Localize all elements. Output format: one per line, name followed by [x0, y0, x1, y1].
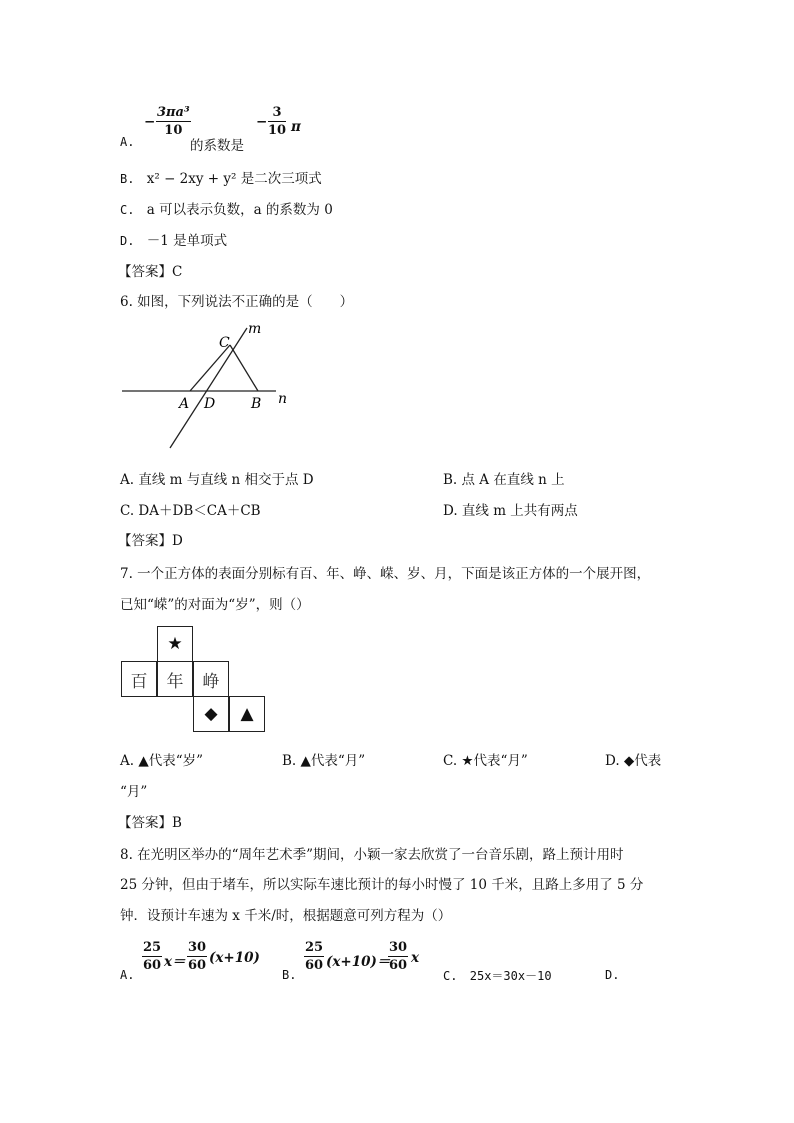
option-label: A.: [120, 968, 135, 982]
segment-cb: [230, 345, 258, 391]
q8-stem-line2: 25 分钟，但由于堵车，所以实际车速比预计的每小时慢了 10 千米，且路上多用了 5 分: [120, 877, 644, 893]
star-icon: ★: [167, 634, 183, 654]
net-cell-star: [157, 626, 193, 662]
minus-sign: −: [144, 114, 156, 130]
net-cell-diamond: [193, 696, 229, 732]
q6-option-a: A. 直线 m 与直线 n 相交于点 D: [120, 472, 314, 488]
q8-option-c: [443, 967, 552, 984]
q5-answer: 【答案】C: [118, 264, 183, 280]
q6-option-c: C. DA＋DB＜CA＋CB: [120, 503, 261, 519]
equation-part-1: x＝: [164, 954, 186, 970]
label-m: m: [248, 321, 262, 337]
q7-option-d-continued: “月”: [120, 784, 148, 800]
q6-stem: 6. 如图，下列说法不正确的是（ ）: [120, 294, 354, 310]
equation-part-2: (x+10): [209, 950, 260, 966]
label-a: A: [179, 396, 190, 412]
net-text-zheng: 峥: [202, 671, 220, 692]
q7-stem-line1: 7. 一个正方体的表面分别标有百、年、峥、嵘、岁、月，下面是该正方体的一个展开图，: [120, 566, 651, 582]
q7-stem-line2: 已知“嵘”的对面为“岁”，则（）: [120, 597, 310, 613]
option-label: D.: [605, 968, 620, 982]
option-label: C.: [120, 203, 135, 217]
net-cell-bai: [121, 661, 157, 697]
option-label: B.: [282, 968, 297, 982]
fraction-25-over-60: $\frac{25}{60}$: [143, 940, 162, 973]
fraction-30-over-60: $\frac{30}{60}$: [188, 940, 207, 973]
q8-stem-line1: 8. 在光明区举办的“周年艺术季”期间，小颖一家去欣赏了一台音乐剧，路上预计用时: [120, 847, 624, 863]
net-text-bai: 百: [130, 671, 148, 692]
option-label: D.: [120, 234, 135, 248]
q6-geometry-figure: [118, 318, 298, 452]
q6-option-d: D. 直线 m 上共有两点: [443, 503, 578, 519]
diamond-icon: ◆: [204, 704, 218, 724]
label-c: C: [219, 335, 230, 351]
segment-ca: [190, 345, 230, 391]
label-b: B: [251, 396, 262, 412]
q7-option-a: A. ▲代表“岁”: [120, 753, 204, 769]
net-text-nian: 年: [166, 671, 184, 692]
net-cell-nian: [157, 661, 193, 697]
q6-option-b: B. 点 A 在直线 n 上: [443, 472, 565, 488]
label-n: n: [278, 391, 288, 407]
cube-net: [121, 626, 267, 734]
option-text: x² − 2xy + y² 是二次三项式: [146, 171, 322, 187]
pi-symbol: π: [291, 119, 301, 135]
q8-option-a: [120, 938, 280, 986]
q8-stem-line3: 钟．设预计车速为 x 千米/时，根据题意可列方程为（）: [120, 908, 452, 924]
option-label: A.: [120, 135, 135, 149]
q7-answer: 【答案】B: [118, 815, 182, 831]
option-label: B.: [120, 172, 135, 186]
coefficient-text: 的系数是: [190, 138, 244, 154]
option-text: －1 是单项式: [146, 233, 228, 249]
fraction-25-over-60: $\frac{25}{60}$: [305, 940, 324, 973]
equation-part-2: x: [411, 950, 420, 966]
line-m: [170, 328, 247, 448]
equation-part-1: (x+10)＝: [326, 954, 391, 970]
q6-answer: 【答案】D: [118, 533, 183, 549]
q7-option-d: D. ◆代表: [605, 753, 662, 769]
triangle-icon: ▲: [240, 704, 254, 724]
q5-option-c: [120, 198, 333, 218]
q7-option-b: B. ▲代表“月”: [282, 753, 366, 769]
label-d: D: [204, 396, 216, 412]
q5-option-d: [120, 229, 227, 249]
minus-sign-2: −: [256, 114, 268, 130]
option-text: 25x＝30x－10: [469, 969, 552, 983]
q7-option-c: C. ★代表“月”: [443, 753, 528, 769]
option-text: a 可以表示负数，a 的系数为 0: [146, 202, 333, 218]
net-cell-zheng: [193, 661, 229, 697]
net-cell-triangle: [229, 696, 265, 732]
q8-option-d: [605, 967, 619, 983]
fraction-3pia3-over-10: $\frac{\text{3πa³}}{10}$: [157, 105, 190, 138]
q5-option-b: [120, 167, 322, 187]
option-label: C.: [443, 969, 458, 983]
fraction-3-over-10: $\frac{3}{10}$: [268, 105, 287, 138]
q8-option-b: [282, 938, 442, 986]
fraction-30-over-60: $\frac{30}{60}$: [389, 940, 408, 973]
